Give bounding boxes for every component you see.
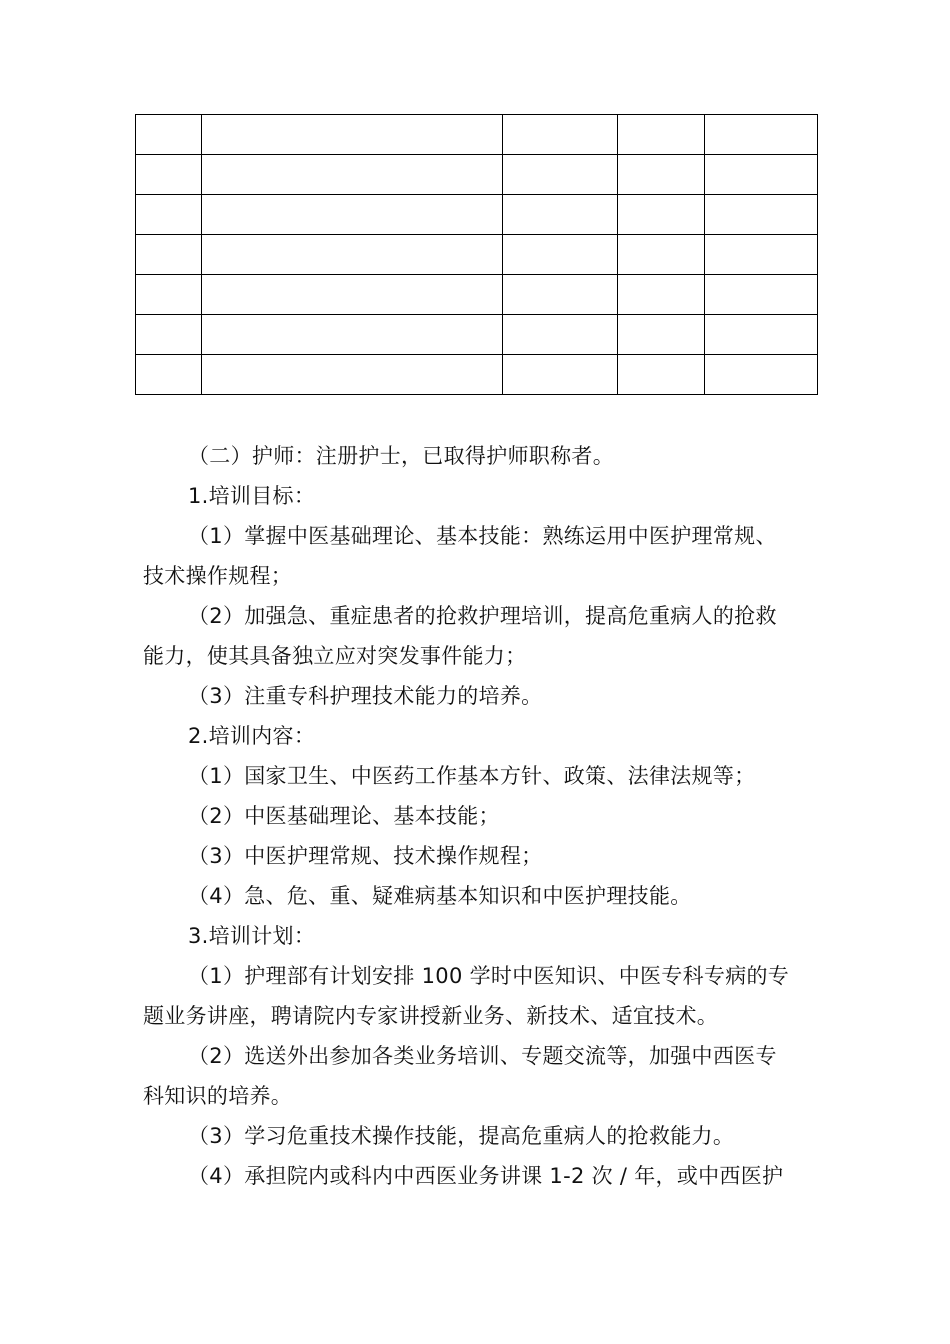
text-line: （1）掌握中医基础理论、基本技能：熟练运用中医护理常规、: [188, 524, 777, 548]
table-cell: [136, 275, 202, 315]
table-cell: [202, 235, 503, 275]
table-cell: [705, 315, 818, 355]
table-cell: [136, 355, 202, 395]
text-line: 技术操作规程；: [143, 564, 293, 588]
table-row: [136, 115, 818, 155]
table-cell: [618, 195, 705, 235]
text-line: 能力，使其具备独立应对突发事件能力；: [143, 644, 527, 668]
table-row: [136, 355, 818, 395]
text-line: （1）护理部有计划安排 100 学时中医知识、中医专科专病的专: [188, 964, 790, 988]
text-line: （3）注重专科护理技术能力的培养。: [188, 684, 543, 708]
table-cell: [202, 315, 503, 355]
text-line: （2）选送外出参加各类业务培训、专题交流等，加强中西医专: [188, 1044, 777, 1068]
table-cell: [202, 115, 503, 155]
text-line: （4）承担院内或科内中西医业务讲课 1-2 次 / 年，或中西医护: [188, 1164, 784, 1188]
table-cell: [618, 275, 705, 315]
text-line: 1.培训目标：: [188, 484, 316, 508]
table-cell: [618, 115, 705, 155]
table-row: [136, 155, 818, 195]
table-row: [136, 315, 818, 355]
table-cell: [202, 155, 503, 195]
table-cell: [503, 355, 618, 395]
text-line: （3）中医护理常规、技术操作规程；: [188, 844, 543, 868]
table-cell: [202, 195, 503, 235]
table-cell: [705, 235, 818, 275]
table-cell: [618, 315, 705, 355]
text-line: （4）急、危、重、疑难病基本知识和中医护理技能。: [188, 884, 692, 908]
text-line: （2）加强急、重症患者的抢救护理培训，提高危重病人的抢救: [188, 604, 777, 628]
table-cell: [136, 155, 202, 195]
text-line: （二）护师：注册护士，已取得护师职称者。: [188, 444, 614, 468]
table-cell: [136, 195, 202, 235]
table-cell: [705, 275, 818, 315]
table-row: [136, 235, 818, 275]
table-cell: [705, 115, 818, 155]
table-cell: [503, 155, 618, 195]
text-line: （1）国家卫生、中医药工作基本方针、政策、法律法规等；: [188, 764, 756, 788]
table-row: [136, 195, 818, 235]
table-cell: [618, 155, 705, 195]
table-cell: [705, 195, 818, 235]
text-line: （2）中医基础理论、基本技能；: [188, 804, 500, 828]
blank-table-body: [136, 115, 818, 395]
table-cell: [202, 275, 503, 315]
table-cell: [503, 315, 618, 355]
blank-table: [135, 114, 818, 395]
text-line: 2.培训内容：: [188, 724, 316, 748]
table-cell: [705, 355, 818, 395]
table-cell: [705, 155, 818, 195]
text-line: 科知识的培养。: [143, 1084, 293, 1108]
table-cell: [503, 275, 618, 315]
text-line: （3）学习危重技术操作技能，提高危重病人的抢救能力。: [188, 1124, 735, 1148]
table-cell: [136, 115, 202, 155]
table-cell: [503, 235, 618, 275]
table-cell: [136, 315, 202, 355]
table-cell: [503, 115, 618, 155]
table-cell: [618, 355, 705, 395]
table-cell: [503, 195, 618, 235]
table-cell: [136, 235, 202, 275]
table-row: [136, 275, 818, 315]
table-cell: [202, 355, 503, 395]
table-cell: [618, 235, 705, 275]
text-line: 3.培训计划：: [188, 924, 316, 948]
text-line: 题业务讲座，聘请院内专家讲授新业务、新技术、适宜技术。: [143, 1004, 719, 1028]
